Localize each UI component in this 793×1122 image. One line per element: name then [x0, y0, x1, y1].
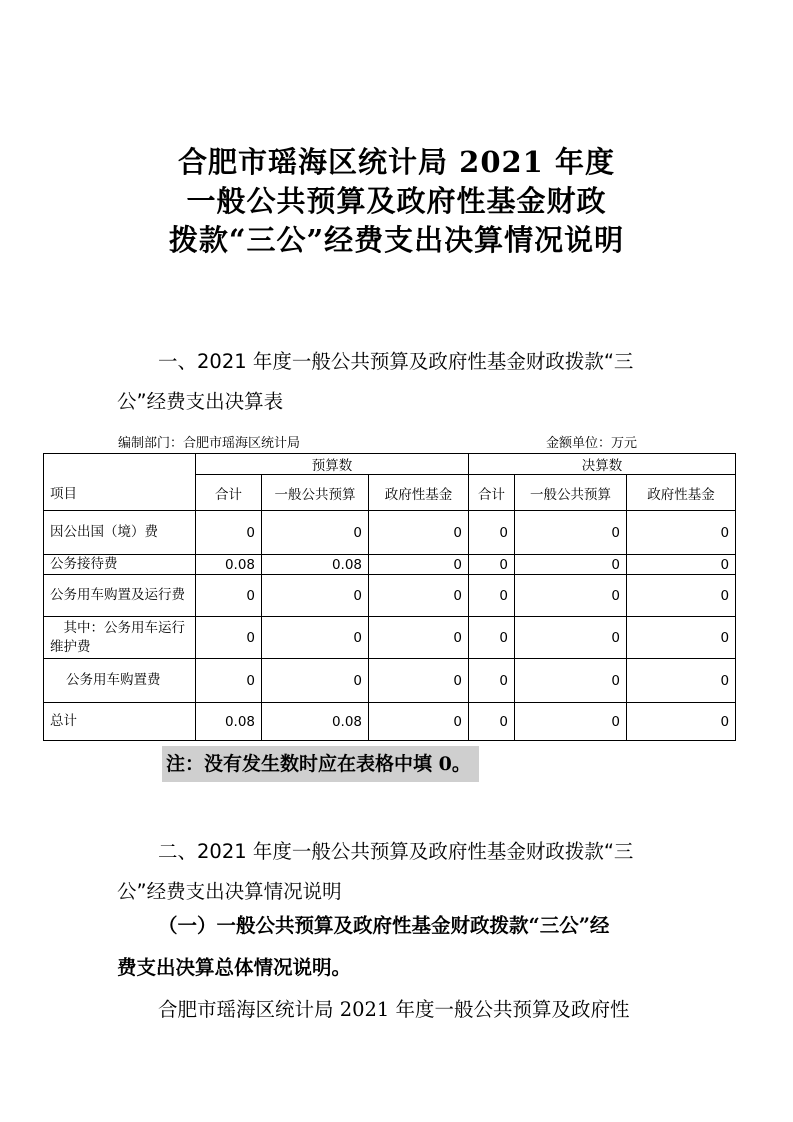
document-title-line-3: 拨款“三公”经费支出决算情况说明: [168, 223, 625, 257]
table-cell: 0.08: [262, 703, 369, 741]
table-cell: 0: [469, 703, 515, 741]
row-label: 公务接待费: [44, 555, 196, 575]
table-cell: 0: [469, 555, 515, 575]
table-row-total: [44, 703, 736, 741]
final-general-public-header: 一般公共预算: [515, 475, 627, 511]
section-1-heading-line-2: 公”经费支出决算表: [117, 390, 284, 413]
table-cell: 0.08: [262, 555, 369, 575]
table-cell: 0.08: [196, 555, 262, 575]
amount-unit: 金额单位：万元: [546, 436, 638, 451]
table-row: [44, 511, 736, 555]
table-cell: 0.08: [196, 703, 262, 741]
section-2-heading-line-2: 公”经费支出决算情况说明: [117, 880, 342, 903]
final-total-header: 合计: [469, 475, 515, 511]
row-label: 因公出国（境）费: [44, 511, 196, 555]
table-cell: 0: [627, 511, 736, 555]
table-cell: 0: [627, 555, 736, 575]
final-government-fund-header: 政府性基金: [627, 475, 736, 511]
table-cell: 0: [627, 617, 736, 659]
table-cell: 0: [196, 617, 262, 659]
table-note: 注：没有发生数时应在表格中填 0。: [162, 746, 479, 782]
section-2-heading-line-1: 二、2021 年度一般公共预算及政府性基金财政拨款“三: [158, 840, 634, 863]
table-cell: 0: [369, 575, 469, 617]
table-cell: 0: [369, 703, 469, 741]
three-public-expenses-table: [43, 453, 736, 741]
table-cell: 0: [369, 659, 469, 703]
table-cell: 0: [262, 659, 369, 703]
table-cell: 0: [369, 617, 469, 659]
section-1-heading-line-1: 一、2021 年度一般公共预算及政府性基金财政拨款“三: [158, 350, 634, 373]
paragraph-text: 合肥市瑶海区统计局 2021 年度一般公共预算及政府性: [158, 998, 630, 1021]
item-column-header: 项目: [44, 454, 196, 511]
table-cell: 0: [469, 575, 515, 617]
table-header-row-1: [44, 454, 736, 475]
table-cell: 0: [515, 511, 627, 555]
subsection-1-heading-line-1: （一）一般公共预算及政府性基金财政拨款“三公”经: [158, 914, 610, 937]
row-label: 其中：公务用车运行维护费: [44, 617, 196, 659]
table-cell: 0: [515, 659, 627, 703]
document-title-line-1: 合肥市瑶海区统计局 2021 年度: [178, 145, 615, 179]
table-cell: 0: [262, 511, 369, 555]
row-label: 公务用车购置及运行费: [44, 575, 196, 617]
table-cell: 0: [469, 511, 515, 555]
table-cell: 0: [369, 511, 469, 555]
table-cell: 0: [196, 511, 262, 555]
compiling-department: 编制部门：合肥市瑶海区统计局: [118, 436, 301, 451]
table-cell: 0: [627, 703, 736, 741]
row-label: 公务用车购置费: [44, 659, 196, 703]
table-cell: 0: [627, 659, 736, 703]
table-cell: 0: [369, 555, 469, 575]
table-cell: 0: [515, 617, 627, 659]
document-title-line-2: 一般公共预算及政府性基金财政: [186, 184, 607, 218]
table-row: [44, 575, 736, 617]
row-label: 总计: [44, 703, 196, 741]
budget-group-header: 预算数: [196, 454, 469, 475]
table-cell: 0: [515, 703, 627, 741]
table-row: [44, 617, 736, 659]
budget-general-public-header: 一般公共预算: [262, 475, 369, 511]
table-cell: 0: [196, 575, 262, 617]
table-cell: 0: [515, 555, 627, 575]
budget-government-fund-header: 政府性基金: [369, 475, 469, 511]
table-cell: 0: [627, 575, 736, 617]
table-cell: 0: [469, 659, 515, 703]
table-row: [44, 659, 736, 703]
table-cell: 0: [196, 659, 262, 703]
table-cell: 0: [262, 575, 369, 617]
budget-total-header: 合计: [196, 475, 262, 511]
table-cell: 0: [262, 617, 369, 659]
table-cell: 0: [515, 575, 627, 617]
table-row: [44, 555, 736, 575]
final-accounts-group-header: 决算数: [469, 454, 736, 475]
table-cell: 0: [469, 617, 515, 659]
subsection-1-heading-line-2: 费支出决算总体情况说明。: [117, 956, 352, 979]
